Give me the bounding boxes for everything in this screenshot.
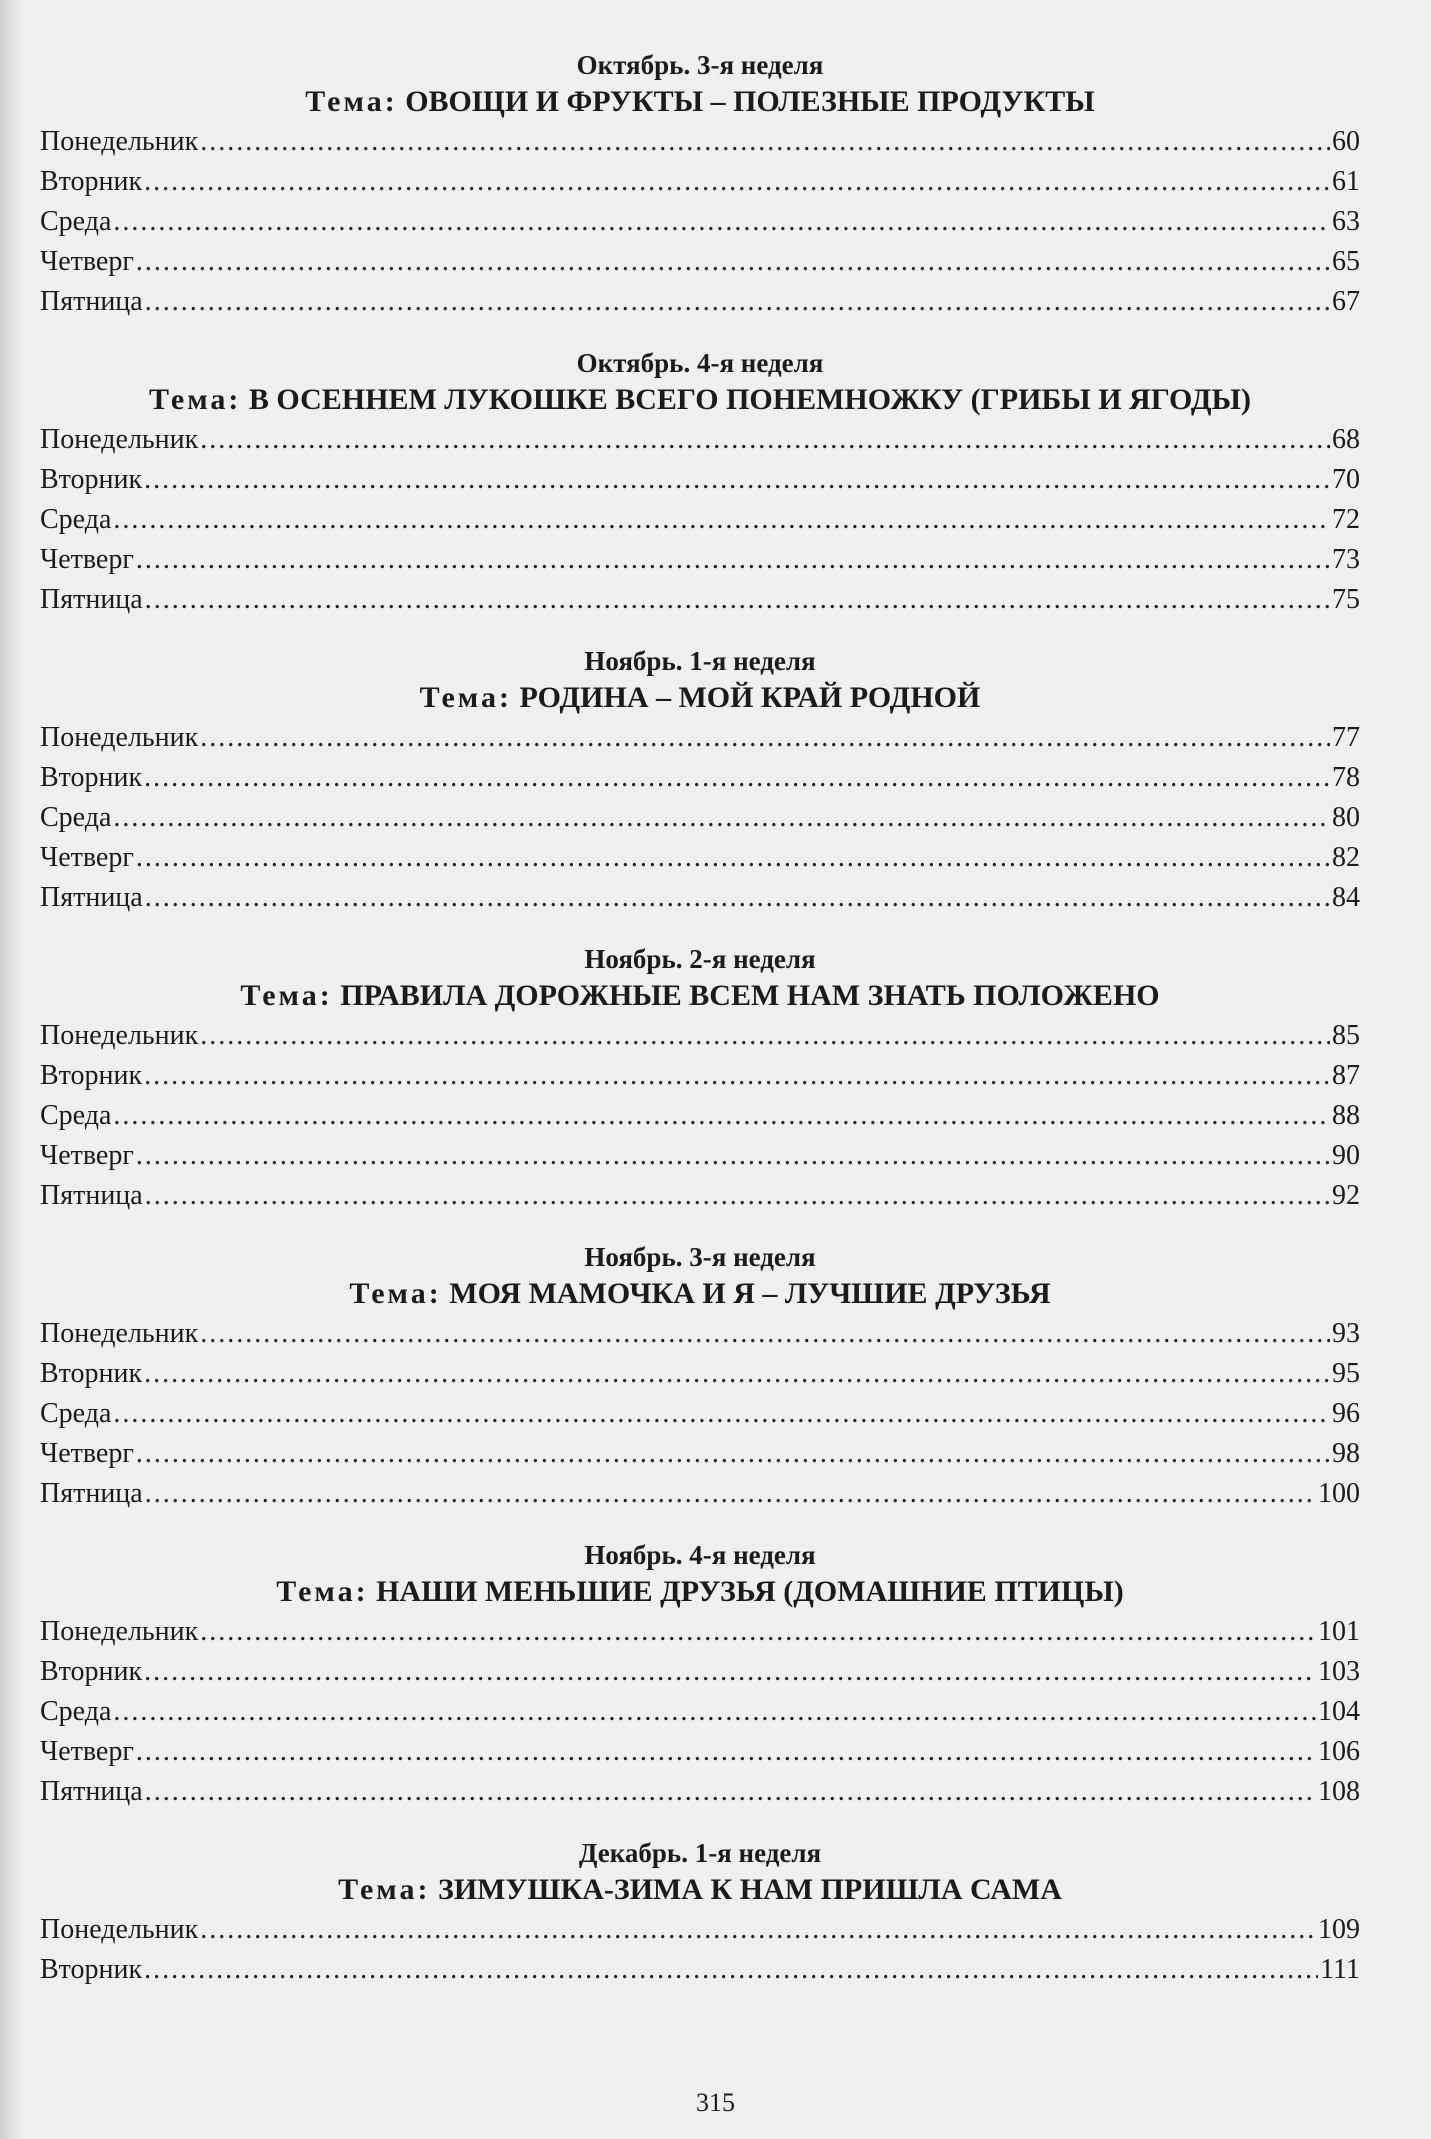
toc-entry: [40, 1652, 1360, 1692]
entry-page-number: 93: [1332, 1318, 1360, 1349]
section-topic-heading: [40, 1274, 1360, 1314]
entry-page-number: 70: [1332, 464, 1360, 495]
toc-entry: [40, 718, 1360, 758]
toc-entry: [40, 420, 1360, 460]
entry-day-label: Четверг: [40, 1736, 134, 1767]
entry-day-label: Среда: [40, 802, 112, 833]
entry-page-number: 92: [1332, 1180, 1360, 1211]
section-spacer: [40, 620, 1360, 644]
dot-leader: [200, 1612, 1316, 1652]
entry-page-number: 75: [1332, 584, 1360, 615]
topic-prefix: Тема:: [349, 1277, 442, 1310]
dot-leader: [113, 1394, 1330, 1434]
section-topic-heading: [40, 678, 1360, 718]
section-week-heading: Ноябрь. 3-я неделя: [584, 1242, 816, 1272]
toc-entry: [40, 1096, 1360, 1136]
dot-leader: [136, 242, 1330, 282]
entry-day-label: Понедельник: [40, 126, 199, 157]
dot-leader: [136, 1434, 1330, 1474]
toc-entry: [40, 1354, 1360, 1394]
dot-leader: [145, 580, 1330, 620]
entry-page-number: 109: [1318, 1914, 1360, 1945]
entry-page-number: 77: [1332, 722, 1360, 753]
entry-day-label: Среда: [40, 1100, 112, 1131]
dot-leader: [145, 1772, 1316, 1812]
dot-leader: [200, 1910, 1316, 1950]
entry-page-number: 67: [1332, 286, 1360, 317]
entry-day-label: Пятница: [40, 584, 143, 615]
topic-title: МОЯ МАМОЧКА И Я – ЛУЧШИЕ ДРУЗЬЯ: [449, 1277, 1051, 1310]
toc-entry: [40, 500, 1360, 540]
entry-page-number: 88: [1332, 1100, 1360, 1131]
entry-day-label: Понедельник: [40, 424, 199, 455]
toc-section: [40, 346, 1360, 620]
entry-page-number: 73: [1332, 544, 1360, 575]
dot-leader: [144, 1354, 1330, 1394]
entry-day-label: Пятница: [40, 882, 143, 913]
entry-day-label: Четверг: [40, 1438, 134, 1469]
dot-leader: [113, 798, 1330, 838]
toc-entry: [40, 122, 1360, 162]
entry-day-label: Вторник: [40, 1358, 143, 1389]
toc-entry: [40, 1394, 1360, 1434]
toc-section: [40, 942, 1360, 1216]
topic-title: ЗИМУШКА-ЗИМА К НАМ ПРИШЛА САМА: [438, 1873, 1062, 1906]
section-topic-heading: [40, 380, 1360, 420]
toc-entry: [40, 838, 1360, 878]
entry-page-number: 68: [1332, 424, 1360, 455]
dot-leader: [113, 1096, 1330, 1136]
entry-page-number: 78: [1332, 762, 1360, 793]
section-week-heading: Декабрь. 1-я неделя: [578, 1838, 822, 1868]
dot-leader: [144, 758, 1330, 798]
dot-leader: [144, 460, 1330, 500]
toc-entry: [40, 878, 1360, 918]
entry-day-label: Вторник: [40, 1954, 143, 1985]
toc-entry: [40, 1434, 1360, 1474]
entry-page-number: 87: [1332, 1060, 1360, 1091]
entry-page-number: 85: [1332, 1020, 1360, 1051]
dot-leader: [200, 718, 1330, 758]
entry-page-number: 101: [1318, 1616, 1360, 1647]
section-week-heading: Октябрь. 4-я неделя: [576, 348, 824, 378]
entry-page-number: 108: [1318, 1776, 1360, 1807]
entry-day-label: Среда: [40, 1398, 112, 1429]
section-spacer: [40, 918, 1360, 942]
toc-entry: [40, 282, 1360, 322]
entry-day-label: Вторник: [40, 464, 143, 495]
entry-day-label: Вторник: [40, 762, 143, 793]
toc-entry: [40, 540, 1360, 580]
entry-day-label: Среда: [40, 504, 112, 535]
section-week-heading: Ноябрь. 2-я неделя: [584, 944, 816, 974]
toc-entry: [40, 460, 1360, 500]
toc-entry: [40, 1056, 1360, 1096]
entry-page-number: 84: [1332, 882, 1360, 913]
toc-entry: [40, 1176, 1360, 1216]
entry-day-label: Понедельник: [40, 1616, 199, 1647]
dot-leader: [136, 1732, 1316, 1772]
entry-page-number: 60: [1332, 126, 1360, 157]
entry-page-number: 111: [1320, 1954, 1360, 1985]
entry-day-label: Среда: [40, 206, 112, 237]
entry-day-label: Пятница: [40, 1180, 143, 1211]
toc-entry: [40, 162, 1360, 202]
toc-entry: [40, 1314, 1360, 1354]
dot-leader: [144, 1056, 1330, 1096]
section-topic-heading: [40, 976, 1360, 1016]
entry-day-label: Четверг: [40, 544, 134, 575]
entry-page-number: 106: [1318, 1736, 1360, 1767]
topic-title: НАШИ МЕНЬШИЕ ДРУЗЬЯ (ДОМАШНИЕ ПТИЦЫ): [376, 1575, 1124, 1608]
entry-page-number: 98: [1332, 1438, 1360, 1469]
entry-page-number: 65: [1332, 246, 1360, 277]
dot-leader: [145, 878, 1330, 918]
dot-leader: [145, 1176, 1330, 1216]
entry-day-label: Вторник: [40, 166, 143, 197]
toc-entry: [40, 1474, 1360, 1514]
section-week-heading: Ноябрь. 1-я неделя: [584, 646, 816, 676]
toc-entry: [40, 580, 1360, 620]
toc-entry: [40, 1732, 1360, 1772]
entry-page-number: 95: [1332, 1358, 1360, 1389]
toc-entry: [40, 1136, 1360, 1176]
dot-leader: [113, 1692, 1316, 1732]
entry-page-number: 80: [1332, 802, 1360, 833]
section-spacer: [40, 322, 1360, 346]
entry-day-label: Понедельник: [40, 1020, 199, 1051]
dot-leader: [113, 202, 1330, 242]
toc-entry: [40, 1950, 1360, 1990]
topic-prefix: Тема:: [240, 979, 333, 1012]
topic-prefix: Тема:: [338, 1873, 431, 1906]
entry-day-label: Четверг: [40, 842, 134, 873]
entry-day-label: Четверг: [40, 1140, 134, 1171]
entry-page-number: 61: [1332, 166, 1360, 197]
dot-leader: [145, 282, 1330, 322]
topic-title: РОДИНА – МОЙ КРАЙ РОДНОЙ: [519, 681, 981, 714]
dot-leader: [136, 540, 1330, 580]
entry-page-number: 90: [1332, 1140, 1360, 1171]
toc-section: [40, 1240, 1360, 1514]
toc-entry: [40, 1910, 1360, 1950]
entry-day-label: Пятница: [40, 1776, 143, 1807]
section-week-heading: Ноябрь. 4-я неделя: [584, 1540, 816, 1570]
toc-section: [40, 1538, 1360, 1812]
entry-page-number: 63: [1332, 206, 1360, 237]
entry-day-label: Пятница: [40, 1478, 143, 1509]
toc-entry: [40, 1772, 1360, 1812]
topic-title: В ОСЕННЕМ ЛУКОШКЕ ВСЕГО ПОНЕМНОЖКУ (ГРИБЫ И ЯГОДЫ): [248, 383, 1251, 416]
entry-page-number: 103: [1318, 1656, 1360, 1687]
toc-entry: [40, 1612, 1360, 1652]
dot-leader: [145, 1474, 1316, 1514]
toc-section: [40, 1836, 1360, 1990]
entry-page-number: 82: [1332, 842, 1360, 873]
section-spacer: [40, 1812, 1360, 1836]
entry-day-label: Среда: [40, 1696, 112, 1727]
entry-day-label: Понедельник: [40, 722, 199, 753]
toc-entry: [40, 798, 1360, 838]
page-number: 315: [696, 2088, 735, 2117]
table-of-contents: [40, 48, 1360, 1990]
entry-page-number: 72: [1332, 504, 1360, 535]
section-topic-heading: [40, 82, 1360, 122]
toc-entry: [40, 242, 1360, 282]
topic-prefix: Тема:: [305, 85, 398, 118]
topic-title: ОВОЩИ И ФРУКТЫ – ПОЛЕЗНЫЕ ПРОДУКТЫ: [405, 85, 1095, 118]
section-topic-heading: [40, 1572, 1360, 1612]
toc-entry: [40, 202, 1360, 242]
entry-day-label: Пятница: [40, 286, 143, 317]
toc-section: [40, 48, 1360, 322]
topic-prefix: Тема:: [419, 681, 513, 714]
section-topic-heading: [40, 1870, 1360, 1910]
toc-entry: [40, 758, 1360, 798]
entry-page-number: 100: [1318, 1478, 1360, 1509]
dot-leader: [200, 1314, 1330, 1354]
topic-title: ПРАВИЛА ДОРОЖНЫЕ ВСЕМ НАМ ЗНАТЬ ПОЛОЖЕНО: [340, 979, 1160, 1012]
entry-page-number: 104: [1318, 1696, 1360, 1727]
entry-day-label: Вторник: [40, 1656, 143, 1687]
entry-day-label: Понедельник: [40, 1318, 199, 1349]
dot-leader: [136, 1136, 1330, 1176]
dot-leader: [144, 1950, 1318, 1990]
toc-entry: [40, 1016, 1360, 1056]
entry-day-label: Вторник: [40, 1060, 143, 1091]
entry-day-label: Четверг: [40, 246, 134, 277]
entry-day-label: Понедельник: [40, 1914, 199, 1945]
dot-leader: [144, 162, 1330, 202]
section-week-heading: Октябрь. 3-я неделя: [576, 50, 824, 80]
dot-leader: [113, 500, 1330, 540]
dot-leader: [200, 420, 1330, 460]
page-edge-shadow: [0, 0, 22, 2139]
dot-leader: [200, 122, 1330, 162]
toc-entry: [40, 1692, 1360, 1732]
dot-leader: [144, 1652, 1316, 1692]
section-spacer: [40, 1514, 1360, 1538]
dot-leader: [136, 838, 1330, 878]
topic-prefix: Тема:: [276, 1575, 369, 1608]
dot-leader: [200, 1016, 1330, 1056]
topic-prefix: Тема:: [149, 383, 242, 416]
section-spacer: [40, 1216, 1360, 1240]
toc-section: [40, 644, 1360, 918]
entry-page-number: 96: [1332, 1398, 1360, 1429]
